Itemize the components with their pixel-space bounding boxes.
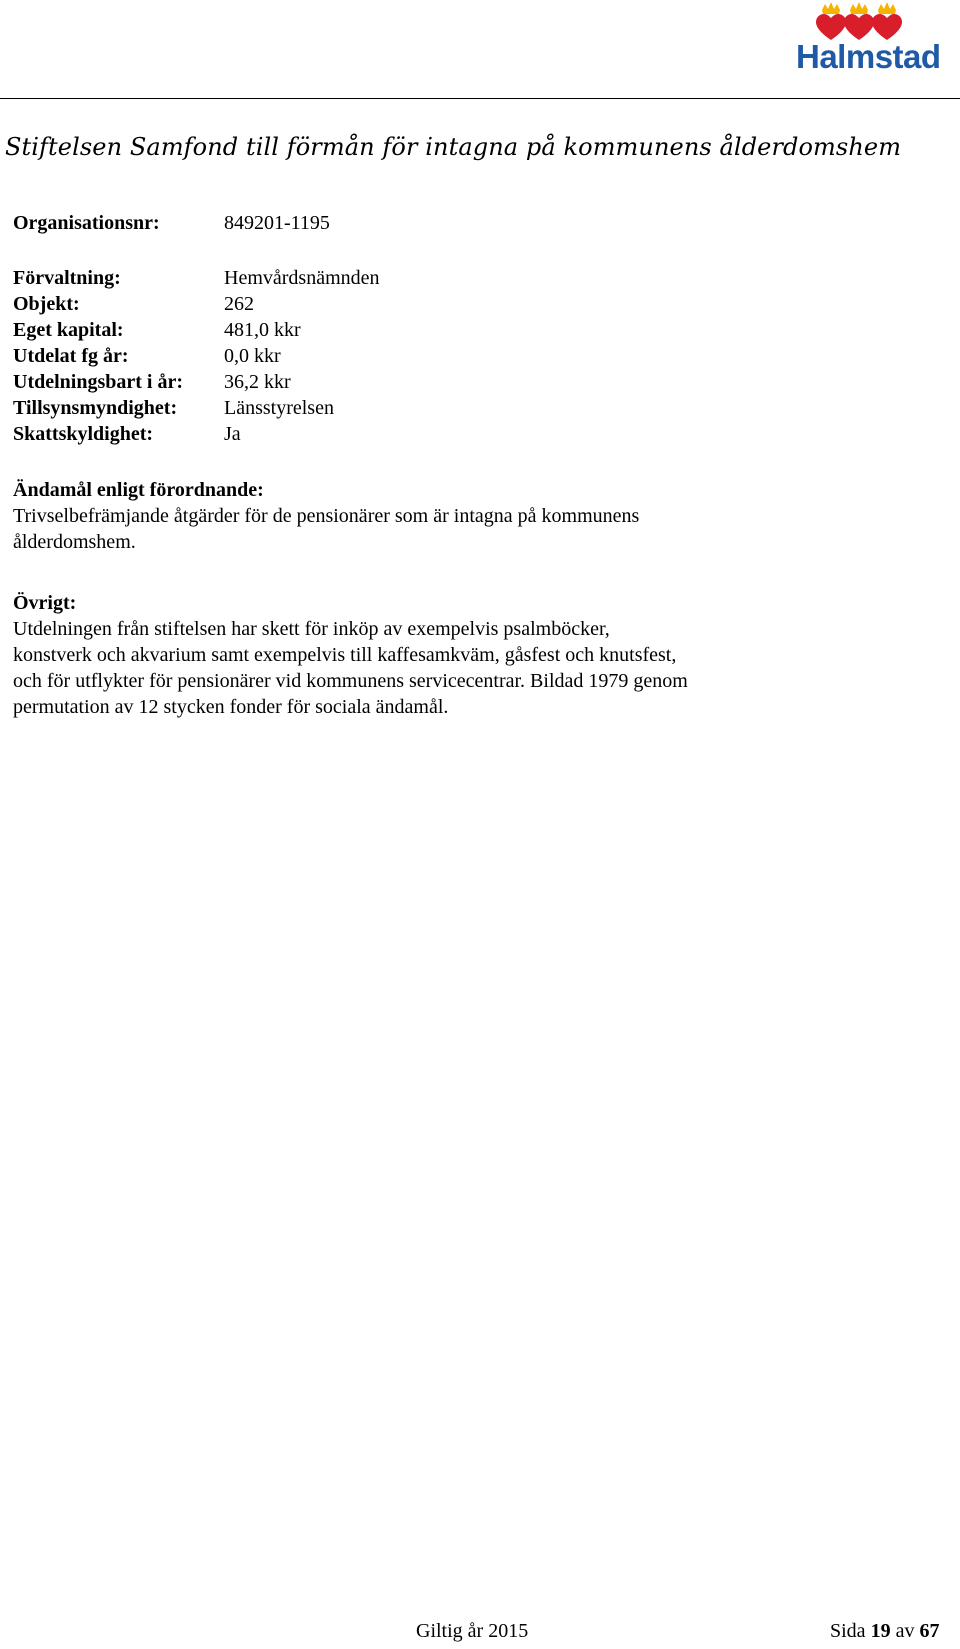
org-number-row [13,210,330,236]
fact-value-utdelningsbart: 36,2 kkr [224,371,291,393]
fact-value-skattskyldighet: Ja [224,423,241,445]
fact-row [13,369,380,395]
logo-wordmark: Halmstad [796,38,941,72]
purpose-heading: Ändamål enligt förordnande: [13,479,264,501]
footer-validity: Giltig år 2015 [416,1620,529,1642]
page-mid: av [895,1620,915,1642]
other-heading: Övrigt: [13,592,77,614]
fact-row [13,343,380,369]
purpose-section [13,477,793,555]
page-number [830,1620,939,1643]
other-section [13,590,793,720]
org-number-label: Organisationsnr: [13,212,160,234]
halmstad-logo [792,2,960,72]
crown-icons [822,2,896,14]
other-line: och för utflykter för pensionärer vid kommunens servicecentrar. Bildad 1979 genom [13,670,688,692]
page-prefix: Sida [830,1620,866,1642]
fact-value-objekt: 262 [224,293,254,315]
fact-label-tillsynsmyndighet: Tillsynsmyndighet: [13,397,178,419]
fact-row [13,291,380,317]
fact-row [13,317,380,343]
fact-label-utdelat-fg-ar: Utdelat fg år: [13,345,129,367]
fact-row [13,421,380,447]
heart-icons [816,14,902,40]
fact-value-eget-kapital: 481,0 kkr [224,319,301,341]
halmstad-logo-graphic [792,2,960,72]
fact-label-objekt: Objekt: [13,293,80,315]
fact-label-utdelningsbart: Utdelningsbart i år: [13,371,183,393]
facts-block [13,265,380,447]
fact-value-tillsynsmyndighet: Länsstyrelsen [224,397,334,419]
fact-row [13,395,380,421]
fact-value-utdelat-fg-ar: 0,0 kkr [224,345,281,367]
page-total: 67 [919,1620,940,1642]
fact-value-forvaltning: Hemvårdsnämnden [224,267,380,289]
fact-label-skattskyldighet: Skattskyldighet: [13,423,154,445]
other-line: permutation av 12 stycken fonder för sociala ändamål. [13,696,449,718]
purpose-line: Trivselbefrämjande åtgärder för de pensionärer som är intagna på kommunens [13,505,640,527]
org-number-value: 849201-1195 [224,212,330,234]
org-number-block [13,210,330,236]
other-line: Utdelningen från stiftelsen har skett för inköp av exempelvis psalmböcker, [13,618,610,640]
fact-label-eget-kapital: Eget kapital: [13,319,124,341]
other-line: konstverk och akvarium samt exempelvis till kaffesamkväm, gåsfest och knutsfest, [13,644,677,666]
purpose-line: ålderdomshem. [13,531,136,553]
fact-row [13,265,380,291]
document-title: Stiftelsen Samfond till förmån för intagna på kommunens ålderdomshem [5,133,902,161]
fact-label-forvaltning: Förvaltning: [13,267,121,289]
page-current: 19 [870,1620,891,1642]
header-divider [0,98,960,99]
